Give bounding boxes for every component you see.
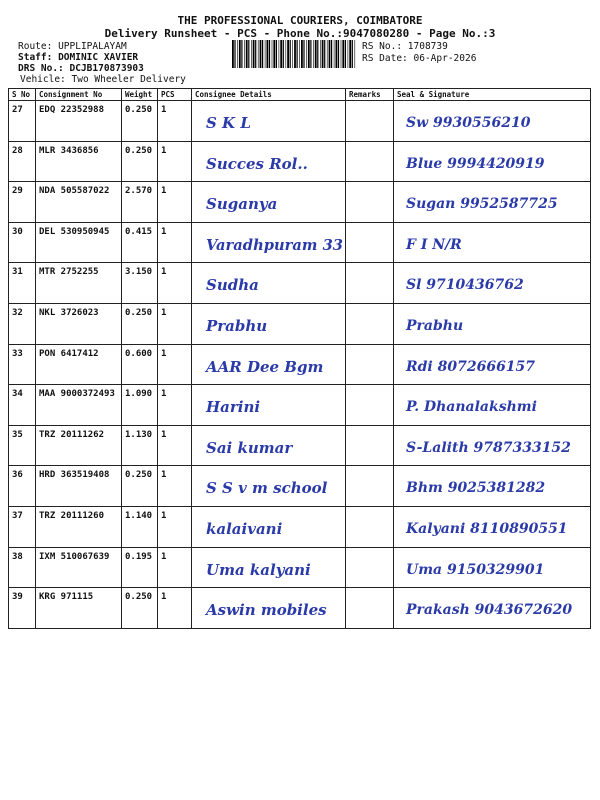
signature-text: P. Dhanalakshmi <box>406 399 537 416</box>
barcode-bar <box>349 40 351 68</box>
barcode-bar <box>251 40 252 68</box>
signature-cell <box>394 182 591 223</box>
weight-cell: 0.250 <box>122 141 158 182</box>
table-row <box>9 141 591 182</box>
pcs-cell: 1 <box>158 182 192 223</box>
barcode-bar <box>348 40 349 68</box>
barcode-bar <box>255 40 256 68</box>
barcode-bar <box>246 40 248 68</box>
rs-date-line <box>362 53 476 64</box>
remarks-cell <box>346 425 394 466</box>
rs-no-label: RS No.: <box>362 41 403 52</box>
consignee-handwriting <box>192 345 345 385</box>
table-row <box>9 466 591 507</box>
signature-cell <box>394 141 591 182</box>
remarks-cell <box>346 182 394 223</box>
rs-date-label: RS Date: <box>362 53 408 64</box>
barcode-bar <box>267 40 269 68</box>
pcs-cell: 1 <box>158 101 192 142</box>
barcode-bar <box>290 40 291 68</box>
sno-cell: 33 <box>9 344 36 385</box>
consignee-cell <box>192 385 346 426</box>
table-row <box>9 303 591 344</box>
signature-handwriting <box>394 182 590 222</box>
barcode-bar <box>301 40 303 68</box>
consignee-handwriting <box>192 507 345 547</box>
rs-date-value: 06-Apr-2026 <box>413 53 477 64</box>
signature-text: Sw 9930556210 <box>406 115 531 131</box>
runsheet-table <box>8 88 591 629</box>
barcode-bar <box>262 40 263 68</box>
table-row <box>9 344 591 385</box>
route-line <box>18 41 127 52</box>
signature-text: Sl 9710436762 <box>406 277 524 294</box>
sno-cell: 32 <box>9 303 36 344</box>
barcode-bar <box>294 40 296 68</box>
pcs-cell: 1 <box>158 588 192 629</box>
barcode-bar <box>315 40 317 68</box>
company-title: THE PROFESSIONAL COURIERS, COIMBATORE <box>177 14 423 27</box>
barcode-bar <box>248 40 249 68</box>
consignee-handwriting <box>192 223 345 263</box>
column-header-sno: S No <box>9 89 36 101</box>
signature-handwriting <box>394 304 590 344</box>
consignment-cell: PON 6417412 <box>36 344 122 385</box>
barcode-bar <box>253 40 255 68</box>
weight-cell: 3.150 <box>122 263 158 304</box>
weight-cell: 2.570 <box>122 182 158 223</box>
consignment-cell: EDQ 22352988 <box>36 101 122 142</box>
barcode-bar <box>342 40 344 68</box>
barcode-bar <box>341 40 342 68</box>
consignee-handwriting <box>192 548 345 588</box>
consignee-handwriting <box>192 385 345 425</box>
signature-cell <box>394 303 591 344</box>
signature-handwriting <box>394 548 590 588</box>
sno-cell: 35 <box>9 425 36 466</box>
signature-text: Rdi 8072666157 <box>406 358 536 375</box>
consignment-cell: TRZ 20111262 <box>36 425 122 466</box>
weight-cell: 0.250 <box>122 588 158 629</box>
signature-text: Blue 9994420919 <box>406 155 545 172</box>
weight-cell: 0.250 <box>122 303 158 344</box>
pcs-cell: 1 <box>158 425 192 466</box>
signature-cell <box>394 222 591 263</box>
sno-cell: 34 <box>9 385 36 426</box>
consignment-cell: DEL 530950945 <box>36 222 122 263</box>
weight-cell: 1.140 <box>122 506 158 547</box>
table-row <box>9 182 591 223</box>
staff-value: DOMINIC XAVIER <box>58 52 139 63</box>
remarks-cell <box>346 141 394 182</box>
remarks-cell <box>346 344 394 385</box>
pcs-cell: 1 <box>158 141 192 182</box>
signature-handwriting <box>394 466 590 506</box>
barcode-bar <box>324 40 325 68</box>
sno-cell: 27 <box>9 101 36 142</box>
signature-cell <box>394 506 591 547</box>
consignment-cell: MTR 2752255 <box>36 263 122 304</box>
remarks-cell <box>346 263 394 304</box>
consignee-text: Sai kumar <box>206 438 293 457</box>
consignee-cell <box>192 506 346 547</box>
drs-value: DCJB170873903 <box>69 63 144 74</box>
barcode-bar <box>308 40 310 68</box>
signature-cell <box>394 547 591 588</box>
consignee-cell <box>192 466 346 507</box>
staff-label: Staff: <box>18 52 53 63</box>
barcode-bar <box>292 40 293 68</box>
remarks-cell <box>346 506 394 547</box>
consignee-cell <box>192 141 346 182</box>
drs-line <box>18 63 144 74</box>
barcode-bar <box>313 40 314 68</box>
signature-handwriting <box>394 263 590 303</box>
barcode-bar <box>260 40 262 68</box>
remarks-cell <box>346 547 394 588</box>
table-row <box>9 222 591 263</box>
sno-cell: 37 <box>9 506 36 547</box>
pcs-cell: 1 <box>158 506 192 547</box>
consignee-handwriting <box>192 466 345 506</box>
barcode-bar <box>286 40 287 68</box>
signature-text: Prabhu <box>406 317 464 334</box>
consignee-text: Sudha <box>206 276 259 295</box>
consignee-text: Suganya <box>206 195 278 214</box>
remarks-cell <box>346 588 394 629</box>
consignee-text: Varadhpuram 33 <box>206 235 343 254</box>
barcode-bar <box>320 40 321 68</box>
table-row <box>9 588 591 629</box>
signature-text: F I N/R <box>406 236 462 253</box>
barcode-bar <box>338 40 339 68</box>
consignee-text: Harini <box>206 398 261 417</box>
barcode-bar <box>272 40 273 68</box>
signature-handwriting <box>394 142 590 182</box>
barcode-bar <box>322 40 324 68</box>
staff-line <box>18 52 138 63</box>
remarks-cell <box>346 101 394 142</box>
barcode-bar <box>258 40 259 68</box>
signature-cell <box>394 466 591 507</box>
consignment-cell: TRZ 20111260 <box>36 506 122 547</box>
barcode-bar <box>355 40 356 68</box>
pcs-cell: 1 <box>158 385 192 426</box>
sno-cell: 39 <box>9 588 36 629</box>
column-header-consignment: Consignment No <box>36 89 122 101</box>
table-row <box>9 263 591 304</box>
table-row <box>9 506 591 547</box>
table-row <box>9 101 591 142</box>
consignment-cell: MAA 9000372493 <box>36 385 122 426</box>
pcs-cell: 1 <box>158 344 192 385</box>
signature-text: Kalyani 8110890551 <box>406 520 568 537</box>
pcs-cell: 1 <box>158 263 192 304</box>
consignee-cell <box>192 182 346 223</box>
signature-text: Prakash 9043672620 <box>406 602 573 619</box>
signature-cell <box>394 101 591 142</box>
barcode-bar <box>237 40 238 68</box>
pcs-cell: 1 <box>158 466 192 507</box>
barcode-bar <box>306 40 307 68</box>
barcode-bar <box>331 40 332 68</box>
table-body <box>9 101 591 629</box>
barcode-bar <box>265 40 266 68</box>
vehicle-label: Vehicle: <box>20 74 66 85</box>
consignee-handwriting <box>192 426 345 466</box>
weight-cell: 0.415 <box>122 222 158 263</box>
column-header-signature: Seal & Signature <box>394 89 591 101</box>
barcode-bar <box>329 40 331 68</box>
weight-cell: 0.195 <box>122 547 158 588</box>
column-header-remarks: Remarks <box>346 89 394 101</box>
consignee-text: S K L <box>206 114 251 132</box>
signature-cell <box>394 385 591 426</box>
sno-cell: 36 <box>9 466 36 507</box>
barcode-bar <box>234 40 235 68</box>
consignee-text: Prabhu <box>206 316 268 335</box>
consignee-cell <box>192 263 346 304</box>
consignee-handwriting <box>192 182 345 222</box>
route-label: Route: <box>18 41 53 52</box>
runsheet-subtitle: Delivery Runsheet - PCS - Phone No.:9047080280 - Page No.:3 <box>104 27 496 40</box>
signature-text: S-Lalith 9787333152 <box>406 439 571 456</box>
column-header-consignee: Consignee Details <box>192 89 346 101</box>
table-header-row <box>9 89 591 101</box>
rs-no-value: 1708739 <box>407 41 448 52</box>
weight-cell: 0.600 <box>122 344 158 385</box>
pcs-cell: 1 <box>158 547 192 588</box>
consignee-cell <box>192 588 346 629</box>
signature-cell <box>394 263 591 304</box>
sno-cell: 28 <box>9 141 36 182</box>
weight-cell: 1.090 <box>122 385 158 426</box>
consignee-text: Uma kalyani <box>206 560 311 579</box>
consignee-text: Aswin mobiles <box>206 601 327 620</box>
signature-handwriting <box>394 385 590 425</box>
consignee-handwriting <box>192 304 345 344</box>
consignment-cell: HRD 363519408 <box>36 466 122 507</box>
signature-handwriting <box>394 223 590 263</box>
consignment-cell: IXM 510067639 <box>36 547 122 588</box>
signature-cell <box>394 344 591 385</box>
barcode-bar <box>276 40 277 68</box>
signature-handwriting <box>394 507 590 547</box>
signature-text: Sugan 9952587725 <box>406 196 558 213</box>
barcode-bar <box>244 40 245 68</box>
consignee-handwriting <box>192 142 345 182</box>
table-row <box>9 385 591 426</box>
barcode-image <box>231 40 358 68</box>
barcode-bar <box>334 40 335 68</box>
consignee-text: AAR Dee Bgm <box>206 357 324 376</box>
drs-label: DRS No.: <box>18 63 64 74</box>
sno-cell: 29 <box>9 182 36 223</box>
consignment-cell: MLR 3436856 <box>36 141 122 182</box>
signature-cell <box>394 588 591 629</box>
consignee-text: S S v m school <box>206 479 328 498</box>
column-header-weight: Weight <box>122 89 158 101</box>
sno-cell: 30 <box>9 222 36 263</box>
remarks-cell <box>346 222 394 263</box>
signature-cell <box>394 425 591 466</box>
pcs-cell: 1 <box>158 303 192 344</box>
barcode-bar <box>345 40 346 68</box>
remarks-cell <box>346 303 394 344</box>
barcode-bar <box>303 40 304 68</box>
weight-cell: 1.130 <box>122 425 158 466</box>
route-value: UPPLIPALAYAM <box>58 41 127 52</box>
barcode-bar <box>327 40 328 68</box>
consignee-cell <box>192 222 346 263</box>
barcode-bar <box>287 40 289 68</box>
signature-handwriting <box>394 345 590 385</box>
signature-handwriting <box>394 426 590 466</box>
signature-text: Bhm 9025381282 <box>406 480 546 497</box>
consignee-cell <box>192 344 346 385</box>
column-header-pcs: PCS <box>158 89 192 101</box>
consignee-text: kalaivani <box>206 519 283 538</box>
sno-cell: 38 <box>9 547 36 588</box>
consignment-cell: NDA 505587022 <box>36 182 122 223</box>
remarks-cell <box>346 385 394 426</box>
remarks-cell <box>346 466 394 507</box>
pcs-cell: 1 <box>158 222 192 263</box>
barcode-bar <box>273 40 275 68</box>
vehicle-value: Two Wheeler Delivery <box>71 74 186 85</box>
barcode-bar <box>269 40 270 68</box>
barcode-bar <box>239 40 241 68</box>
consignment-cell: NKL 3726023 <box>36 303 122 344</box>
table-row <box>9 547 591 588</box>
signature-handwriting <box>394 588 590 628</box>
consignee-handwriting <box>192 588 345 628</box>
consignee-cell <box>192 101 346 142</box>
consignee-cell <box>192 547 346 588</box>
consignment-cell: KRG 971115 <box>36 588 122 629</box>
weight-cell: 0.250 <box>122 466 158 507</box>
barcode-bar <box>232 40 234 68</box>
barcode-bar <box>297 40 298 68</box>
consignee-cell <box>192 303 346 344</box>
weight-cell: 0.250 <box>122 101 158 142</box>
vehicle-line <box>20 74 186 85</box>
barcode-bar <box>352 40 353 68</box>
barcode-bar <box>279 40 280 68</box>
barcode-bar <box>299 40 300 68</box>
sno-cell: 31 <box>9 263 36 304</box>
consignee-handwriting <box>192 101 345 141</box>
barcode-bar <box>310 40 311 68</box>
signature-text: Uma 9150329901 <box>406 561 545 578</box>
consignee-cell <box>192 425 346 466</box>
barcode-bar <box>280 40 282 68</box>
barcode-bar <box>336 40 338 68</box>
consignee-text: Succes Rol.. <box>206 154 308 173</box>
rs-no-line <box>362 41 448 52</box>
barcode-bar <box>241 40 242 68</box>
signature-handwriting <box>394 101 590 141</box>
table-row <box>9 425 591 466</box>
consignee-handwriting <box>192 263 345 303</box>
barcode-bar <box>317 40 318 68</box>
barcode-bar <box>283 40 284 68</box>
